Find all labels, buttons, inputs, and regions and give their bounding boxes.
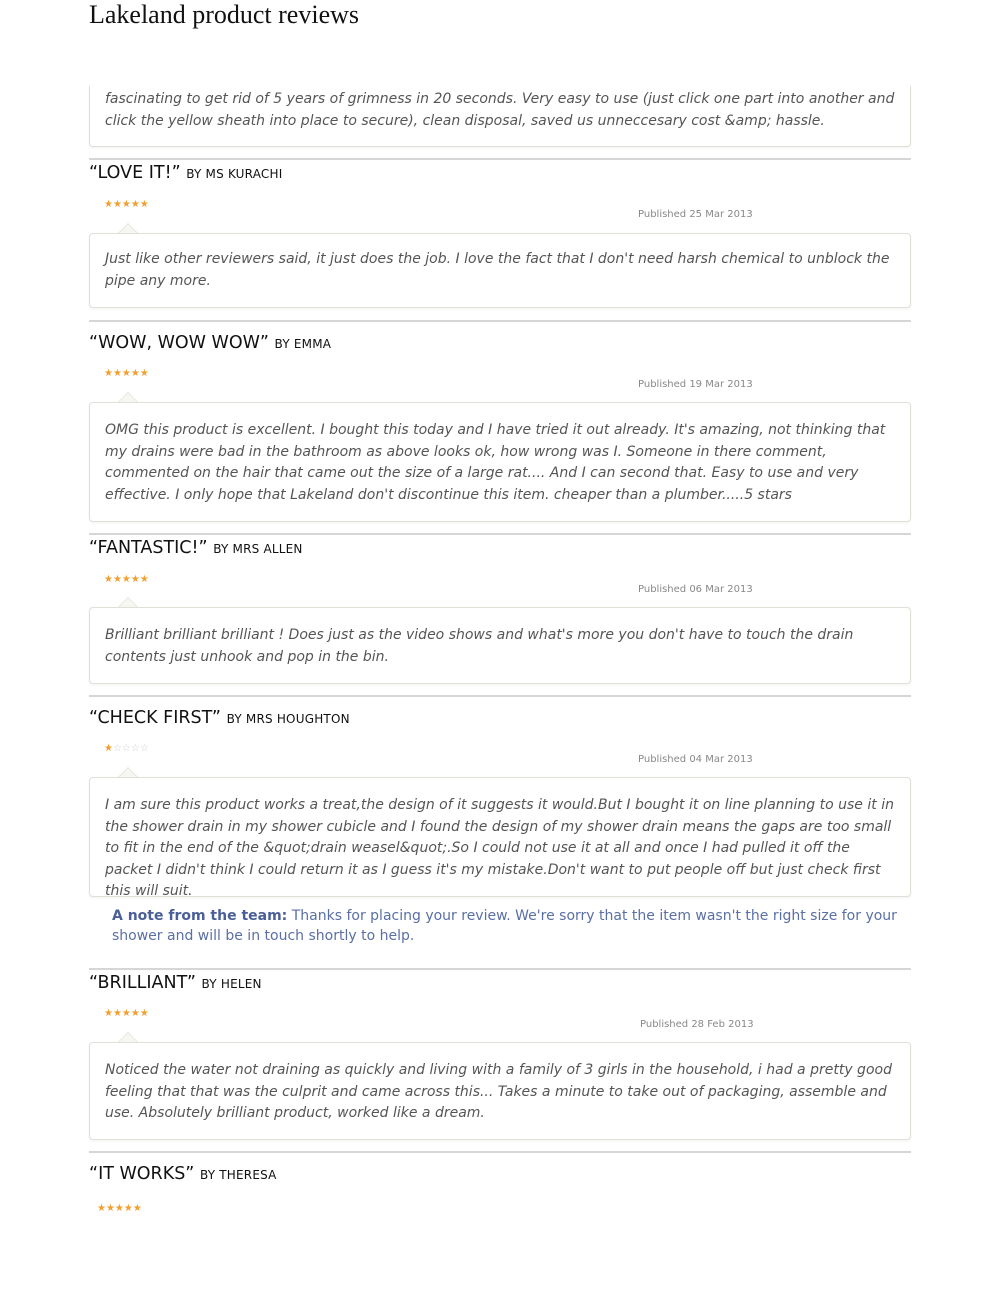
review-heading: [89, 536, 303, 561]
review-text-box: [89, 777, 911, 897]
published-date: Published 28 Feb 2013: [640, 1019, 754, 1030]
review-heading: [89, 971, 262, 996]
review-text-box: [89, 1042, 911, 1140]
review-text: Just like other reviewers said, it just does the job. I love the fact that I don't need harsh chemical to unblock the pipe any more.: [105, 251, 890, 289]
review-text-box: [89, 86, 911, 147]
filled-stars-icon: ★★★★★: [104, 199, 149, 210]
review-heading: [89, 1162, 277, 1187]
review-title: “IT WORKS”: [89, 1164, 195, 1184]
review-divider: [89, 695, 911, 697]
review-author: BY MRS HOUGHTON: [226, 712, 350, 726]
review-text-box: [89, 607, 911, 684]
filled-stars-icon: ★★★★★: [104, 368, 149, 379]
review-author: BY HELEN: [201, 977, 262, 991]
team-note-text: Thanks for placing your review. We're sorry that the item wasn't the right size for your shower and will be in touch shortly to help.: [112, 908, 897, 944]
review-text: Brilliant brilliant brilliant ! Does just as the video shows and what's more you don't have to touch the drain contents just unhook and pop in the bin.: [105, 627, 854, 665]
empty-stars-icon: ☆☆☆☆: [112, 743, 149, 754]
review-title: “BRILLIANT”: [89, 973, 196, 993]
review-divider: [89, 320, 911, 322]
star-rating: [104, 199, 149, 211]
review-heading: [89, 161, 282, 186]
star-rating: [104, 1008, 149, 1020]
published-date: Published 04 Mar 2013: [638, 754, 753, 765]
review-author: BY EMMA: [274, 337, 332, 351]
review-divider: [89, 533, 911, 535]
review-title: “CHECK FIRST”: [89, 708, 222, 728]
review-heading: [89, 706, 350, 731]
review-text: Noticed the water not draining as quickly and living with a family of 3 girls in the household, i had a pretty good feeling that that was the culprit and came across this... Takes a minute to take out of packaging, assemble and use. Absolutely brilliant product, worked like a dream.: [105, 1062, 892, 1121]
review-text: fascinating to get rid of 5 years of grimness in 20 seconds. Very easy to use (just click one part into another and click the yellow sheath into place to secure), clean disposal, saved us unneccesary cost &amp; hassle.: [105, 91, 895, 129]
review-text: OMG this product is excellent. I bought this today and I have tried it out already. It's amazing, not thinking that my drains were bad in the bathroom as above looks ok, how wrong was I. Someone in there comment, commented on the hair that came out the size of a large rat.... And I can second that. Easy to use and very effective. I only hope that Lakeland don't discontinue this item. cheaper than a plumber.....5 stars: [105, 422, 886, 503]
filled-stars-icon: ★★★★★: [104, 1008, 149, 1019]
review-author: BY MRS ALLEN: [213, 542, 303, 556]
team-response: [112, 906, 902, 946]
star-rating: [97, 1203, 142, 1215]
filled-stars-icon: ★: [104, 743, 113, 754]
star-rating: [104, 368, 149, 380]
review-author: BY THERESA: [199, 1168, 277, 1182]
star-rating: [104, 743, 149, 755]
published-date: Published 25 Mar 2013: [638, 209, 753, 220]
star-rating: [104, 574, 149, 586]
review-text-box: [89, 402, 911, 522]
review-title: “LOVE IT!”: [89, 163, 181, 183]
published-date: Published 19 Mar 2013: [638, 379, 753, 390]
review-text: I am sure this product works a treat,the design of it suggests it would.But I bought it on line planning to use it in the shower drain in my shower cubicle and I found the design of my shower drain means the gaps are too small to fit in the end of the &quot;drain weasel&quot;.So I could not use it at all and once I had pulled it off the packet I didn't think I could return it as I guess it's my mistake.Don't want to put people off but just check first this will suit.: [105, 797, 894, 899]
filled-stars-icon: ★★★★★: [97, 1203, 142, 1214]
review-title: “FANTASTIC!”: [89, 538, 208, 558]
published-date: Published 06 Mar 2013: [638, 584, 753, 595]
review-divider: [89, 1151, 911, 1153]
filled-stars-icon: ★★★★★: [104, 574, 149, 585]
review-text-box: [89, 233, 911, 308]
page-title: Lakeland product reviews: [89, 0, 360, 29]
review-divider: [89, 968, 911, 970]
review-divider: [89, 158, 911, 160]
team-note-label: A note from the team:: [112, 908, 288, 924]
review-title: “WOW, WOW WOW”: [89, 333, 269, 353]
review-heading: [89, 331, 331, 356]
review-author: BY MS KURACHI: [186, 167, 283, 181]
